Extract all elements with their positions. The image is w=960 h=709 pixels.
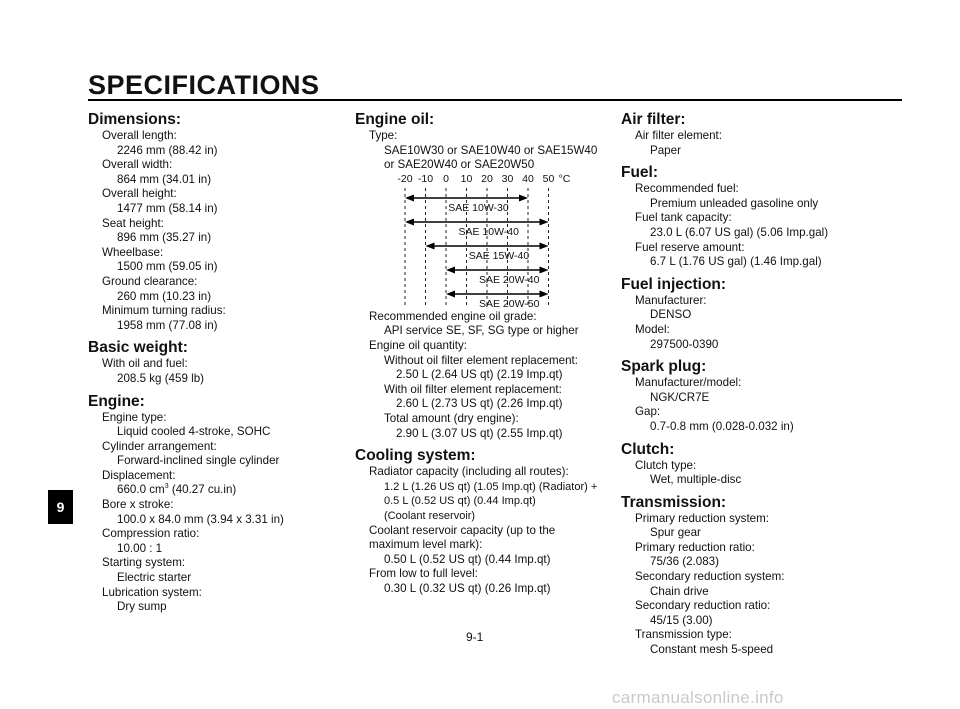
section-heading-cooling-system: Cooling system: — [355, 447, 476, 465]
spec-value: Wet, multiple-disc — [650, 473, 742, 487]
spec-label: Recommended fuel: — [635, 182, 739, 196]
page-number: 9-1 — [466, 630, 484, 644]
spec-label: With oil and fuel: — [102, 357, 188, 371]
spec-label: Wheelbase: — [102, 245, 164, 259]
spec-sublabel: Without oil filter element replacement: — [384, 353, 578, 367]
page-title: SPECIFICATIONS — [88, 70, 320, 100]
temp-tick-label: 30 — [501, 173, 514, 185]
spec-label: Starting system: — [102, 556, 186, 570]
watermark: carmanualsonline.info — [612, 688, 784, 707]
spec-value: (Coolant reservoir) — [384, 509, 476, 522]
spec-value: 1477 mm (58.14 in) — [117, 201, 218, 215]
spec-value: Liquid cooled 4-stroke, SOHC — [117, 425, 271, 439]
temp-tick-label: 0 — [443, 173, 449, 185]
spec-label: Manufacturer/model: — [635, 376, 742, 390]
spec-value: Dry sump — [117, 600, 167, 614]
section-heading-dimensions: Dimensions: — [88, 111, 182, 128]
spec-value: 208.5 kg (459 lb) — [117, 371, 205, 385]
spec-label: Radiator capacity (including all routes): — [369, 465, 569, 479]
spec-value: 75/36 (2.083) — [650, 555, 719, 569]
spec-label: Compression ratio: — [102, 527, 200, 541]
spec-value: Forward-inclined single cylinder — [117, 454, 280, 468]
displacement-rest: (40.27 cu.in) — [168, 483, 237, 497]
spec-value: 0.30 L (0.32 US qt) (0.26 Imp.qt) — [384, 581, 551, 595]
spec-value: 260 mm (10.23 in) — [117, 289, 212, 303]
spec-sublabel: With oil filter element replacement: — [384, 382, 562, 396]
spec-label: Transmission type: — [635, 628, 732, 642]
arrow-left-icon — [446, 291, 455, 298]
oil-viscosity-chart — [392, 172, 572, 312]
column-right — [621, 111, 828, 658]
arrow-right-icon — [540, 267, 549, 274]
oil-grade-label: SAE 20W-40 — [478, 274, 540, 286]
spec-label: Gap: — [635, 405, 661, 419]
oil-grade-label: SAE 20W-50 — [478, 298, 540, 310]
arrow-right-icon — [540, 291, 549, 298]
spec-value: Chain drive — [650, 584, 709, 598]
spec-label: Ground clearance: — [102, 274, 198, 288]
spec-value: 10.00 : 1 — [117, 541, 163, 555]
spec-sublabel: Total amount (dry engine): — [384, 411, 519, 425]
spec-label: Secondary reduction system: — [635, 570, 785, 584]
spec-label: Overall height: — [102, 187, 177, 201]
spec-value: DENSO — [650, 308, 692, 322]
title-rule — [88, 99, 902, 101]
spec-label: Recommended engine oil grade: — [369, 309, 537, 323]
spec-label: Minimum turning radius: — [102, 304, 226, 318]
spec-label: Primary reduction system: — [635, 511, 770, 525]
spec-label: Air filter element: — [635, 129, 722, 142]
spec-value: 6.7 L (1.76 US gal) (1.46 Imp.gal) — [650, 255, 822, 269]
spec-label: Bore x stroke: — [102, 498, 174, 512]
spec-value: 45/15 (3.00) — [650, 613, 713, 627]
spec-label: Fuel reserve amount: — [635, 240, 745, 254]
spec-value: NGK/CR7E — [650, 390, 710, 404]
spec-label: Engine type: — [102, 410, 167, 424]
spec-label: Type: — [369, 129, 398, 142]
spec-label: Primary reduction ratio: — [635, 540, 755, 554]
arrow-left-icon — [446, 267, 455, 274]
spec-value: or SAE20W40 or SAE20W50 — [384, 158, 535, 172]
spec-value: Electric starter — [117, 571, 192, 585]
spec-label: Displacement: — [102, 468, 176, 482]
arrow-right-icon — [540, 219, 549, 226]
oil-grade-label: SAE 15W-40 — [468, 250, 530, 262]
oil-grade-label: SAE 10W-30 — [448, 202, 509, 214]
spec-value: Spur gear — [650, 526, 701, 540]
arrow-left-icon — [405, 195, 414, 202]
spec-label: Overall width: — [102, 158, 173, 172]
section-heading-engine-oil: Engine oil: — [355, 111, 435, 128]
spec-value: 0.5 L (0.52 US qt) (0.44 Imp.qt) — [384, 495, 536, 508]
spec-value: 0.50 L (0.52 US qt) (0.44 Imp.qt) — [384, 552, 551, 566]
displacement-value — [88, 483, 284, 498]
spec-label: Coolant reservoir capacity (up to the — [369, 523, 556, 537]
spec-value: 864 mm (34.01 in) — [117, 172, 212, 186]
section-heading-clutch: Clutch: — [621, 440, 675, 458]
temp-tick-label: -20 — [397, 173, 413, 185]
arrow-left-icon — [426, 243, 435, 250]
section-heading-spark-plug: Spark plug: — [621, 358, 707, 376]
spec-value: 1500 mm (59.05 in) — [117, 260, 218, 274]
section-heading-transmission: Transmission: — [621, 493, 727, 511]
section-heading-basic-weight: Basic weight: — [88, 339, 188, 357]
column-left — [88, 111, 284, 615]
temp-tick-label: -10 — [417, 173, 434, 185]
spec-label: From low to full level: — [369, 567, 478, 581]
temp-tick-label: 40 — [522, 173, 534, 185]
spec-value: 896 mm (35.27 in) — [117, 231, 212, 245]
temp-tick-label: 20 — [481, 173, 493, 185]
spec-label: Secondary reduction ratio: — [635, 599, 771, 613]
spec-label: Seat height: — [102, 216, 164, 230]
spec-label: maximum level mark): — [369, 538, 483, 552]
spec-label: Overall length: — [102, 129, 177, 142]
spec-label: Model: — [635, 322, 670, 336]
temp-unit-label: °C — [558, 173, 571, 185]
section-heading-engine: Engine: — [88, 392, 145, 410]
spec-label: Lubrication system: — [102, 585, 202, 599]
arrow-right-icon — [519, 195, 528, 202]
spec-label: Engine oil quantity: — [369, 338, 467, 352]
spec-value: SAE10W30 or SAE10W40 or SAE15W40 — [384, 143, 598, 157]
temp-tick-label: 10 — [460, 173, 473, 185]
spec-value: API service SE, SF, SG type or higher — [384, 324, 579, 338]
spec-label: Fuel tank capacity: — [635, 211, 732, 225]
spec-value: 1958 mm (77.08 in) — [117, 318, 218, 332]
oil-grade-label: SAE 10W-40 — [458, 226, 520, 238]
spec-value: 2.90 L (3.07 US qt) (2.55 Imp.qt) — [396, 426, 563, 440]
spec-label: Clutch type: — [635, 458, 697, 472]
temp-tick-label: 50 — [542, 173, 555, 185]
spec-label: Manufacturer: — [635, 293, 707, 307]
spec-value: Premium unleaded gasoline only — [650, 196, 819, 210]
spec-value: 297500-0390 — [650, 337, 719, 351]
spec-value: Constant mesh 5-speed — [650, 643, 774, 657]
spec-value: 100.0 x 84.0 mm (3.94 x 3.31 in) — [117, 512, 284, 526]
section-heading-fuel: Fuel: — [621, 164, 659, 182]
spec-value: 2.50 L (2.64 US qt) (2.19 Imp.qt) — [396, 368, 563, 382]
spec-value: Paper — [650, 143, 681, 157]
displacement-sup: 3 — [164, 483, 169, 491]
spec-value: 2246 mm (88.42 in) — [117, 143, 218, 157]
chapter-tab: 9 — [48, 490, 73, 524]
spec-value: 23.0 L (6.07 US gal) (5.06 Imp.gal) — [650, 225, 829, 239]
spec-value: 0.7-0.8 mm (0.028-0.032 in) — [650, 419, 794, 433]
spec-value: 1.2 L (1.26 US qt) (1.05 Imp.qt) (Radiator) + — [384, 480, 598, 493]
arrow-left-icon — [405, 219, 414, 226]
spec-label: Cylinder arrangement: — [102, 439, 217, 453]
arrow-right-icon — [540, 243, 549, 250]
spec-value: 2.60 L (2.73 US qt) (2.26 Imp.qt) — [396, 397, 563, 411]
section-heading-fuel-injection: Fuel injection: — [621, 275, 727, 293]
displacement-num: 660.0 cm — [117, 483, 165, 497]
section-heading-air-filter: Air filter: — [621, 111, 686, 128]
